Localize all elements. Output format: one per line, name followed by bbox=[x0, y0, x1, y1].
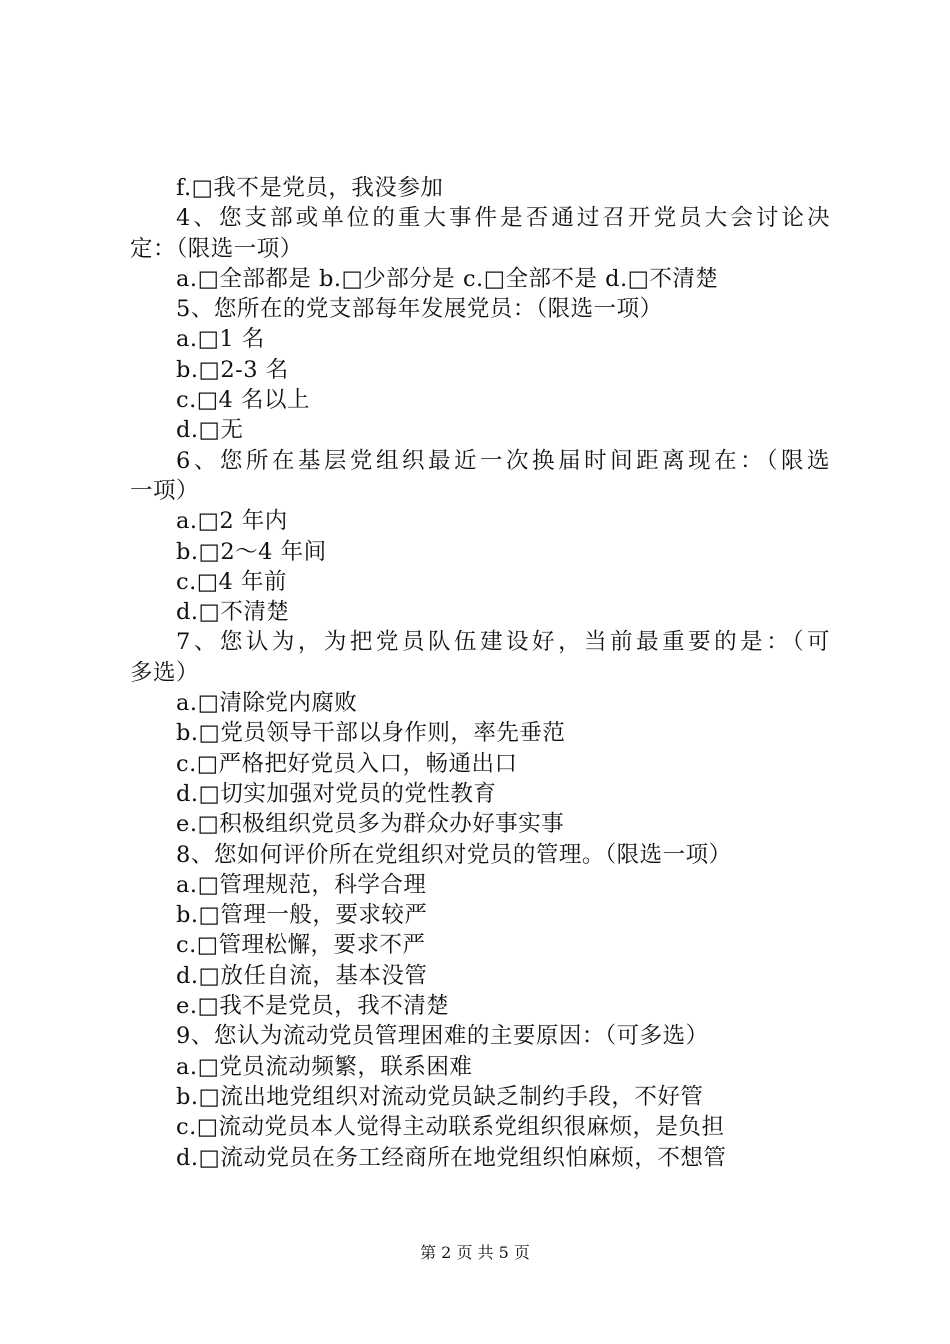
text-line: b.□流出地党组织对流动党员缺乏制约手段，不好管 bbox=[176, 1083, 704, 1110]
text-line: d.□切实加强对党员的党性教育 bbox=[176, 780, 497, 807]
text-line: 8、您如何评价所在党组织对党员的管理。（限选一项） bbox=[176, 841, 732, 868]
text-line: b.□党员领导干部以身作则，率先垂范 bbox=[176, 720, 566, 747]
document-body bbox=[130, 173, 830, 1173]
text-line: b.□2-3 名 bbox=[176, 356, 289, 383]
text-line: a.□党员流动频繁，联系困难 bbox=[176, 1053, 473, 1080]
text-line: c.□严格把好党员入口，畅通出口 bbox=[176, 750, 518, 777]
text-line: e.□积极组织党员多为群众办好事实事 bbox=[176, 811, 565, 838]
text-line: d.□流动党员在务工经商所在地党组织怕麻烦，不想管 bbox=[176, 1144, 727, 1171]
text-line: b.□管理一般，要求较严 bbox=[176, 902, 428, 929]
text-line: 多选） bbox=[130, 659, 200, 686]
text-line: a.□2 年内 bbox=[176, 508, 288, 535]
page-footer: 第 2 页 共 5 页 bbox=[420, 1243, 530, 1262]
text-line: d.□无 bbox=[176, 417, 244, 444]
text-line: d.□放任自流，基本没管 bbox=[176, 962, 428, 989]
text-line: 定：（限选一项） bbox=[130, 235, 303, 262]
text-line: c.□4 年前 bbox=[176, 568, 287, 595]
text-line: b.□2～4 年间 bbox=[176, 538, 327, 565]
text-line: 6、您所在基层党组织最近一次换届时间距离现在：（限选 bbox=[176, 447, 830, 474]
text-line: d.□不清楚 bbox=[176, 599, 290, 626]
text-line: a.□清除党内腐败 bbox=[176, 690, 358, 717]
text-line: 一项） bbox=[130, 477, 200, 504]
text-line: 9、您认为流动党员管理困难的主要原因：（可多选） bbox=[176, 1023, 709, 1050]
text-line: e.□我不是党员，我不清楚 bbox=[176, 993, 450, 1020]
text-line: 7、您认为，为把党员队伍建设好，当前最重要的是：（可 bbox=[176, 629, 830, 656]
text-line: c.□管理松懈，要求不严 bbox=[176, 932, 426, 959]
text-line: 5、您所在的党支部每年发展党员：（限选一项） bbox=[176, 296, 663, 323]
text-line: f.□我不是党员，我没参加 bbox=[176, 175, 444, 201]
text-line: 4、您支部或单位的重大事件是否通过召开党员大会讨论决 bbox=[176, 205, 830, 232]
text-line: c.□流动党员本人觉得主动联系党组织很麻烦，是负担 bbox=[176, 1114, 725, 1141]
text-line: c.□4 名以上 bbox=[176, 387, 310, 414]
text-line: a.□全部都是 b.□少部分是 c.□全部不是 d.□不清楚 bbox=[176, 265, 719, 292]
text-line: a.□管理规范，科学合理 bbox=[176, 871, 427, 898]
text-line: a.□1 名 bbox=[176, 326, 265, 353]
